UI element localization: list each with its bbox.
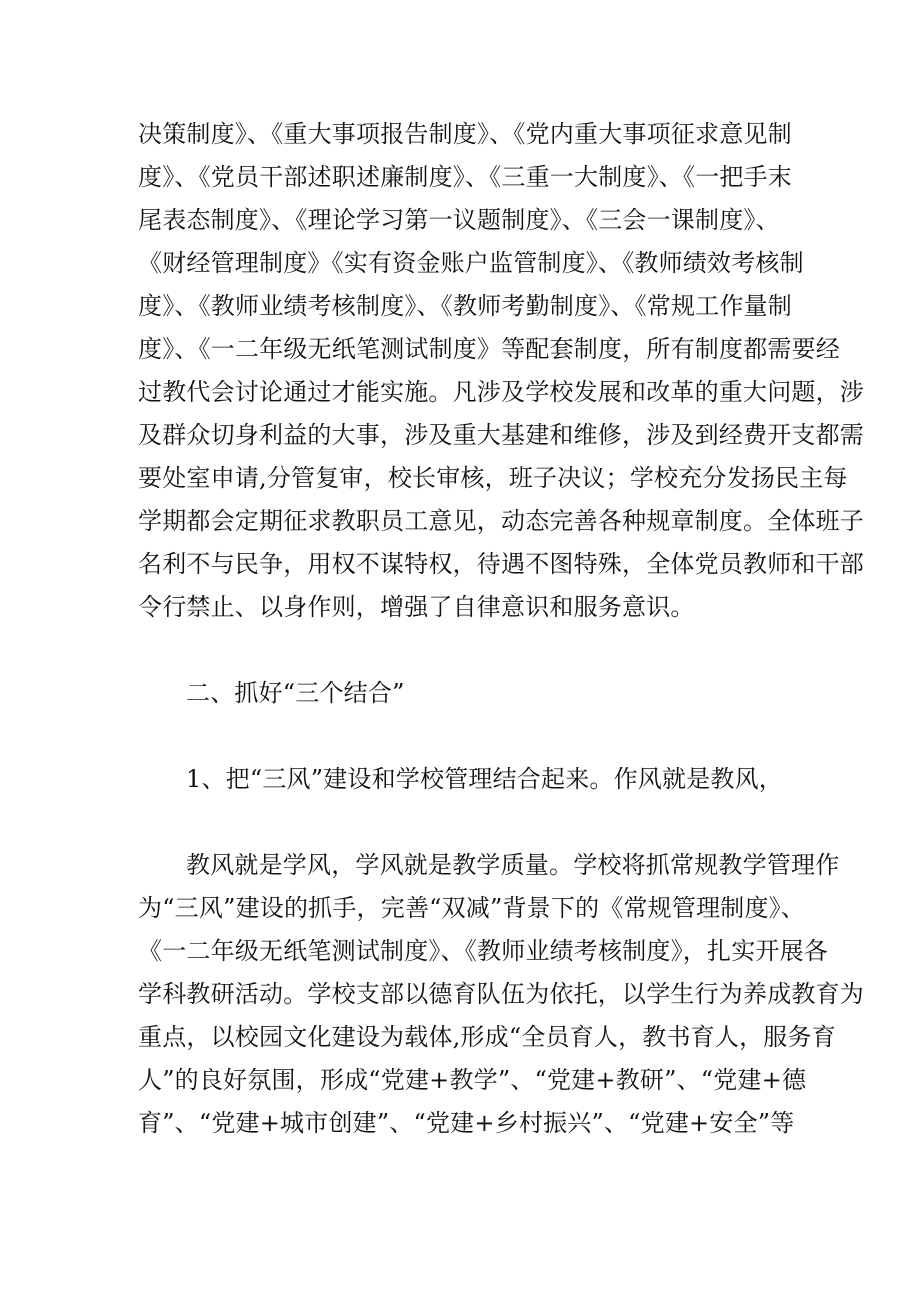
paragraph1-line-9: 要处室申请,分管复审，校长审核，班子决议；学校充分发扬民主每: [138, 464, 848, 492]
paragraph1-line-1: 决策制度》、《重大事项报告制度》、《党内重大事项征求意见制: [138, 120, 792, 148]
paragraph2-line-3: 《一二年级无纸笔测试制度》、《教师业绩考核制度》，扎实开展各: [138, 937, 828, 965]
paragraph1-line-4: 《财经管理制度》《实有资金账户监管制度》、《教师绩效考核制: [138, 249, 804, 277]
paragraph1-line-2: 度》、《党员干部述职述廉制度》、《三重一大制度》、《一把手末: [138, 163, 792, 191]
paragraph2-line-1: 教风就是学风，学风就是教学质量。学校将抓常规教学管理作: [186, 851, 840, 879]
paragraph2-line-7: 育”、“党建+城市创建”、“党建+乡村振兴”、“党建+安全”等: [138, 1109, 795, 1137]
paragraph1-line-10: 学期都会定期征求教职员工意见，动态完善各种规章制度。全体班子: [138, 507, 864, 535]
paragraph1-line-5: 度》、《教师业绩考核制度》、《教师考勤制度》、《常规工作量制: [138, 292, 792, 320]
paragraph1-line-6: 度》、《一二年级无纸笔测试制度》等配套制度，所有制度都需要经: [138, 335, 840, 363]
paragraph2-line-4: 学科教研活动。学校支部以德育队伍为依托，以学生行为养成教育为: [138, 980, 864, 1008]
paragraph2-line-5: 重点，以校园文化建设为载体,形成“全员育人，教书育人，服务育: [138, 1023, 836, 1051]
paragraph1-line-7: 过教代会讨论通过才能实施。凡涉及学校发展和改革的重大问题，涉: [138, 378, 864, 406]
paragraph1-line-11: 名利不与民争，用权不谋特权，待遇不图特殊，全体党员教师和干部: [138, 550, 864, 578]
paragraph2-line-6: 人”的良好氛围，形成“党建+教学”、“党建+教研”、“党建+德: [138, 1066, 807, 1094]
item1-line: 1、把“三风”建设和学校管理结合起来。作风就是教风，: [186, 765, 784, 793]
paragraph1-line-8: 及群众切身利益的大事，涉及重大基建和维修，涉及到经费开支都需: [138, 421, 864, 449]
paragraph1-line-12: 令行禁止、以身作则，增强了自律意识和服务意识。: [138, 593, 695, 621]
paragraph2-line-2: 为“三风”建设的抓手，完善“双减”背景下的《常规管理制度》、: [138, 894, 806, 922]
paragraph1-line-3: 尾表态制度》、《理论学习第一议题制度》、《三会一课制度》、: [138, 206, 780, 234]
section-heading: 二、抓好“三个结合”: [186, 679, 405, 707]
